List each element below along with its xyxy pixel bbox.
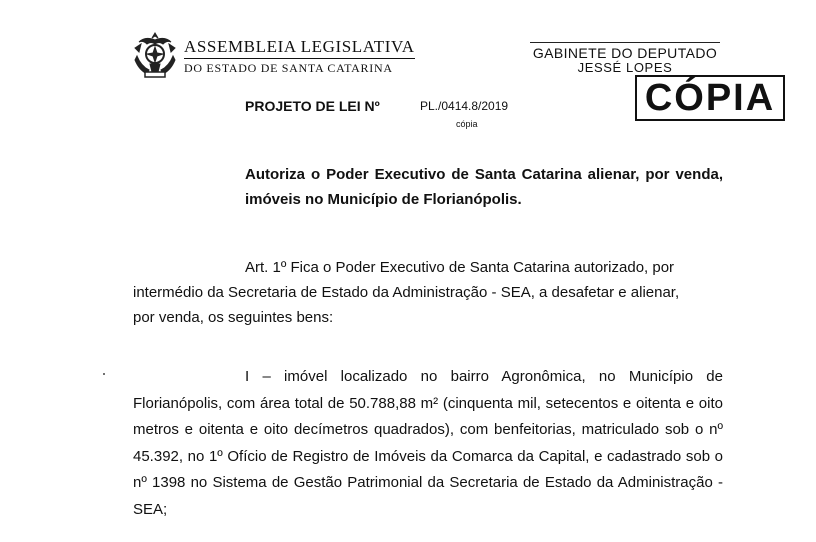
state-coat-of-arms-icon — [131, 30, 179, 80]
cabinet-line-2: JESSÉ LOPES — [577, 60, 673, 75]
institution-line-1: ASSEMBLEIA LEGISLATIVA — [184, 37, 415, 56]
article-1-line-1: Art. 1º Fica o Poder Executivo de Santa Catarina autorizado, por — [245, 259, 675, 276]
institution-name — [184, 37, 415, 76]
cabinet-top-rule — [530, 42, 720, 43]
project-copy-note: cópia — [456, 119, 478, 129]
article-1-line-2: intermédio da Secretaria de Estado da Administração - SEA, a desafetar e alienar, — [133, 284, 680, 301]
copy-stamp: CÓPIA — [635, 75, 785, 121]
item-1-paragraph: I – imóvel localizado no bairro Agronômica, no Município de Florianópolis, com área total de 50.788,88 m² (cinquenta mil, setecentos e oitenta e oito metros e oitenta e oito decímetros quadrados), com benfeitorias, matriculado sob o nº 45.392, no 1º Ofício de Registro de Imóveis da Comarca da Capital, e cadastrado sob o nº 1398 no Sistema de Gestão Patrimonial da Secretaria de Estado da Administração - SEA; — [133, 368, 723, 518]
article-1 — [133, 255, 723, 330]
cabinet-block — [530, 45, 720, 75]
institution-line-2: DO ESTADO DE SANTA CATARINA — [184, 58, 415, 76]
scan-speck — [103, 373, 105, 375]
project-number: PL./0414.8/2019 — [420, 99, 509, 113]
cabinet-line-1: GABINETE DO DEPUTADO — [532, 45, 718, 61]
article-1-line-3: por venda, os seguintes bens: — [133, 309, 334, 326]
project-title: PROJETO DE LEI Nº — [245, 98, 380, 114]
ementa: Autoriza o Poder Executivo de Santa Catarina alienar, por venda, imóveis no Município de Florianópolis. — [245, 166, 723, 208]
